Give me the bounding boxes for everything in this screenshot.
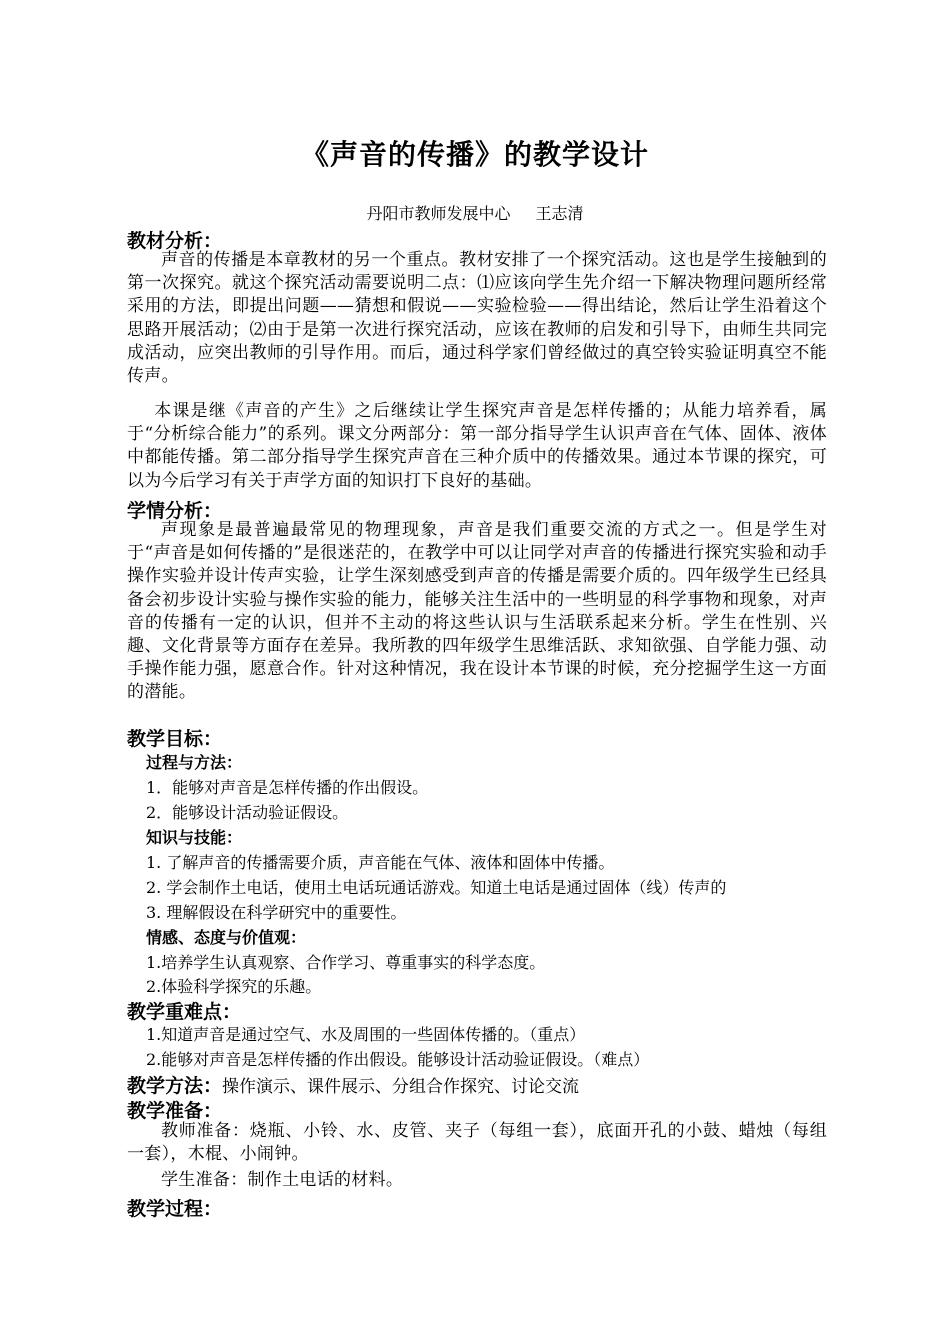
- author-org: 丹阳市教师发展中心: [366, 204, 511, 223]
- knowledge-goal-2: 2. 学会制作土电话，使用土电话玩通话游戏。知道土电话是通过固体（线）传声的: [146, 878, 727, 897]
- heading-teaching-methods: 教学方法：: [127, 1075, 223, 1097]
- subheading-knowledge-skills: 知识与技能：: [146, 828, 243, 847]
- subheading-attitude-values: 情感、态度与价值观：: [146, 928, 307, 947]
- heading-textbook-analysis: 教材分析：: [127, 230, 223, 252]
- heading-preparation: 教学准备：: [127, 1100, 223, 1122]
- textbook-paragraph-1: 声音的传播是本章教材的另一个重点。教材安排了一个探究活动。这也是学生接触到的第一次探究。就这个探究活动需要说明二点：⑴应该向学生先介绍一下解决物理问题所经常采用的方法，即提出问题——猜想和假说——实验检验——得出结论，然后让学生沿着这个思路开展活动；⑵由于是第一次进行探究活动，应该在教师的启发和引导下，由师生共同完成活动，应突出教师的引导作用。而后，通过科学家们曾经做过的真空铃实验证明真空不能传声。: [127, 250, 827, 387]
- subheading-process-methods: 过程与方法：: [146, 753, 243, 772]
- process-goal-1: 1．能够对声音是怎样传播的作出假设。: [146, 778, 429, 797]
- key-point-2: 2.能够对声音是怎样传播的作出假设。能够设计活动验证假设。（难点）: [146, 1050, 650, 1069]
- teacher-preparation: 教师准备：烧瓶、小铃、水、皮管、夹子（每组一套），底面开孔的小鼓、蜡烛（每组一套），木棍、小闹钟。: [127, 1121, 827, 1165]
- heading-teaching-process: 教学过程：: [127, 1198, 223, 1220]
- author-name: 王志清: [535, 204, 584, 223]
- knowledge-goal-3: 3. 理解假设在科学研究中的重要性。: [146, 903, 407, 922]
- heading-student-analysis: 学情分析：: [127, 500, 223, 522]
- student-analysis-paragraph: 声现象是最普遍最常见的物理现象，声音是我们重要交流的方式之一。但是学生对于“声音是如何传播的”是很迷茫的，在教学中可以让同学对声音的传播进行探究实验和动手操作实验并设计传声实验，让学生深刻感受到声音的传播是需要介质的。四年级学生已经具备会初步设计实验与操作实验的能力，能够关注生活中的一些明显的科学事物和现象，对声音的传播有一定的认识，但并不主动的将这些认识与生活联系起来分析。学生在性别、兴趣、文化背景等方面存在差异。我所教的四年级学生思维活跃、求知欲强、自学能力强、动手操作能力强，愿意合作。针对这种情况，我在设计本节课的时候，充分挖掘学生这一方面的潜能。: [127, 520, 827, 703]
- student-preparation: 学生准备：制作土电话的材料。: [161, 1170, 404, 1190]
- teaching-methods-line: [127, 1071, 579, 1098]
- textbook-paragraph-2: 本课是继《声音的产生》之后继续让学生探究声音是怎样传播的；从能力培养看，属于“分析综合能力”的系列。课文分两部分：第一部分指导学生认识声音在气体、固体、液体中都能传播。第二部分指导学生探究声音在三种介质中的传播效果。通过本节课的探究，可以为今后学习有关于声学方面的知识打下良好的基础。: [127, 401, 827, 491]
- knowledge-goal-1: 1. 了解声音的传播需要介质，声音能在气体、液体和固体中传播。: [146, 853, 615, 872]
- process-goal-2: 2．能够设计活动验证假设。: [146, 803, 349, 822]
- heading-key-points: 教学重难点：: [127, 1001, 242, 1023]
- teaching-methods-text: 操作演示、课件展示、分组合作探究、讨论交流: [222, 1077, 580, 1097]
- key-point-1: 1.知道声音是通过空气、水及周围的一些固体传播的。（重点）: [146, 1025, 586, 1044]
- heading-teaching-goals: 教学目标：: [127, 728, 223, 750]
- document-title: 《声音的传播》的教学设计: [300, 138, 649, 171]
- author-line: [0, 201, 950, 224]
- attitude-goal-2: 2.体验科学探究的乐趣。: [146, 977, 322, 996]
- attitude-goal-1: 1.培养学生认真观察、合作学习、尊重事实的科学态度。: [146, 953, 546, 972]
